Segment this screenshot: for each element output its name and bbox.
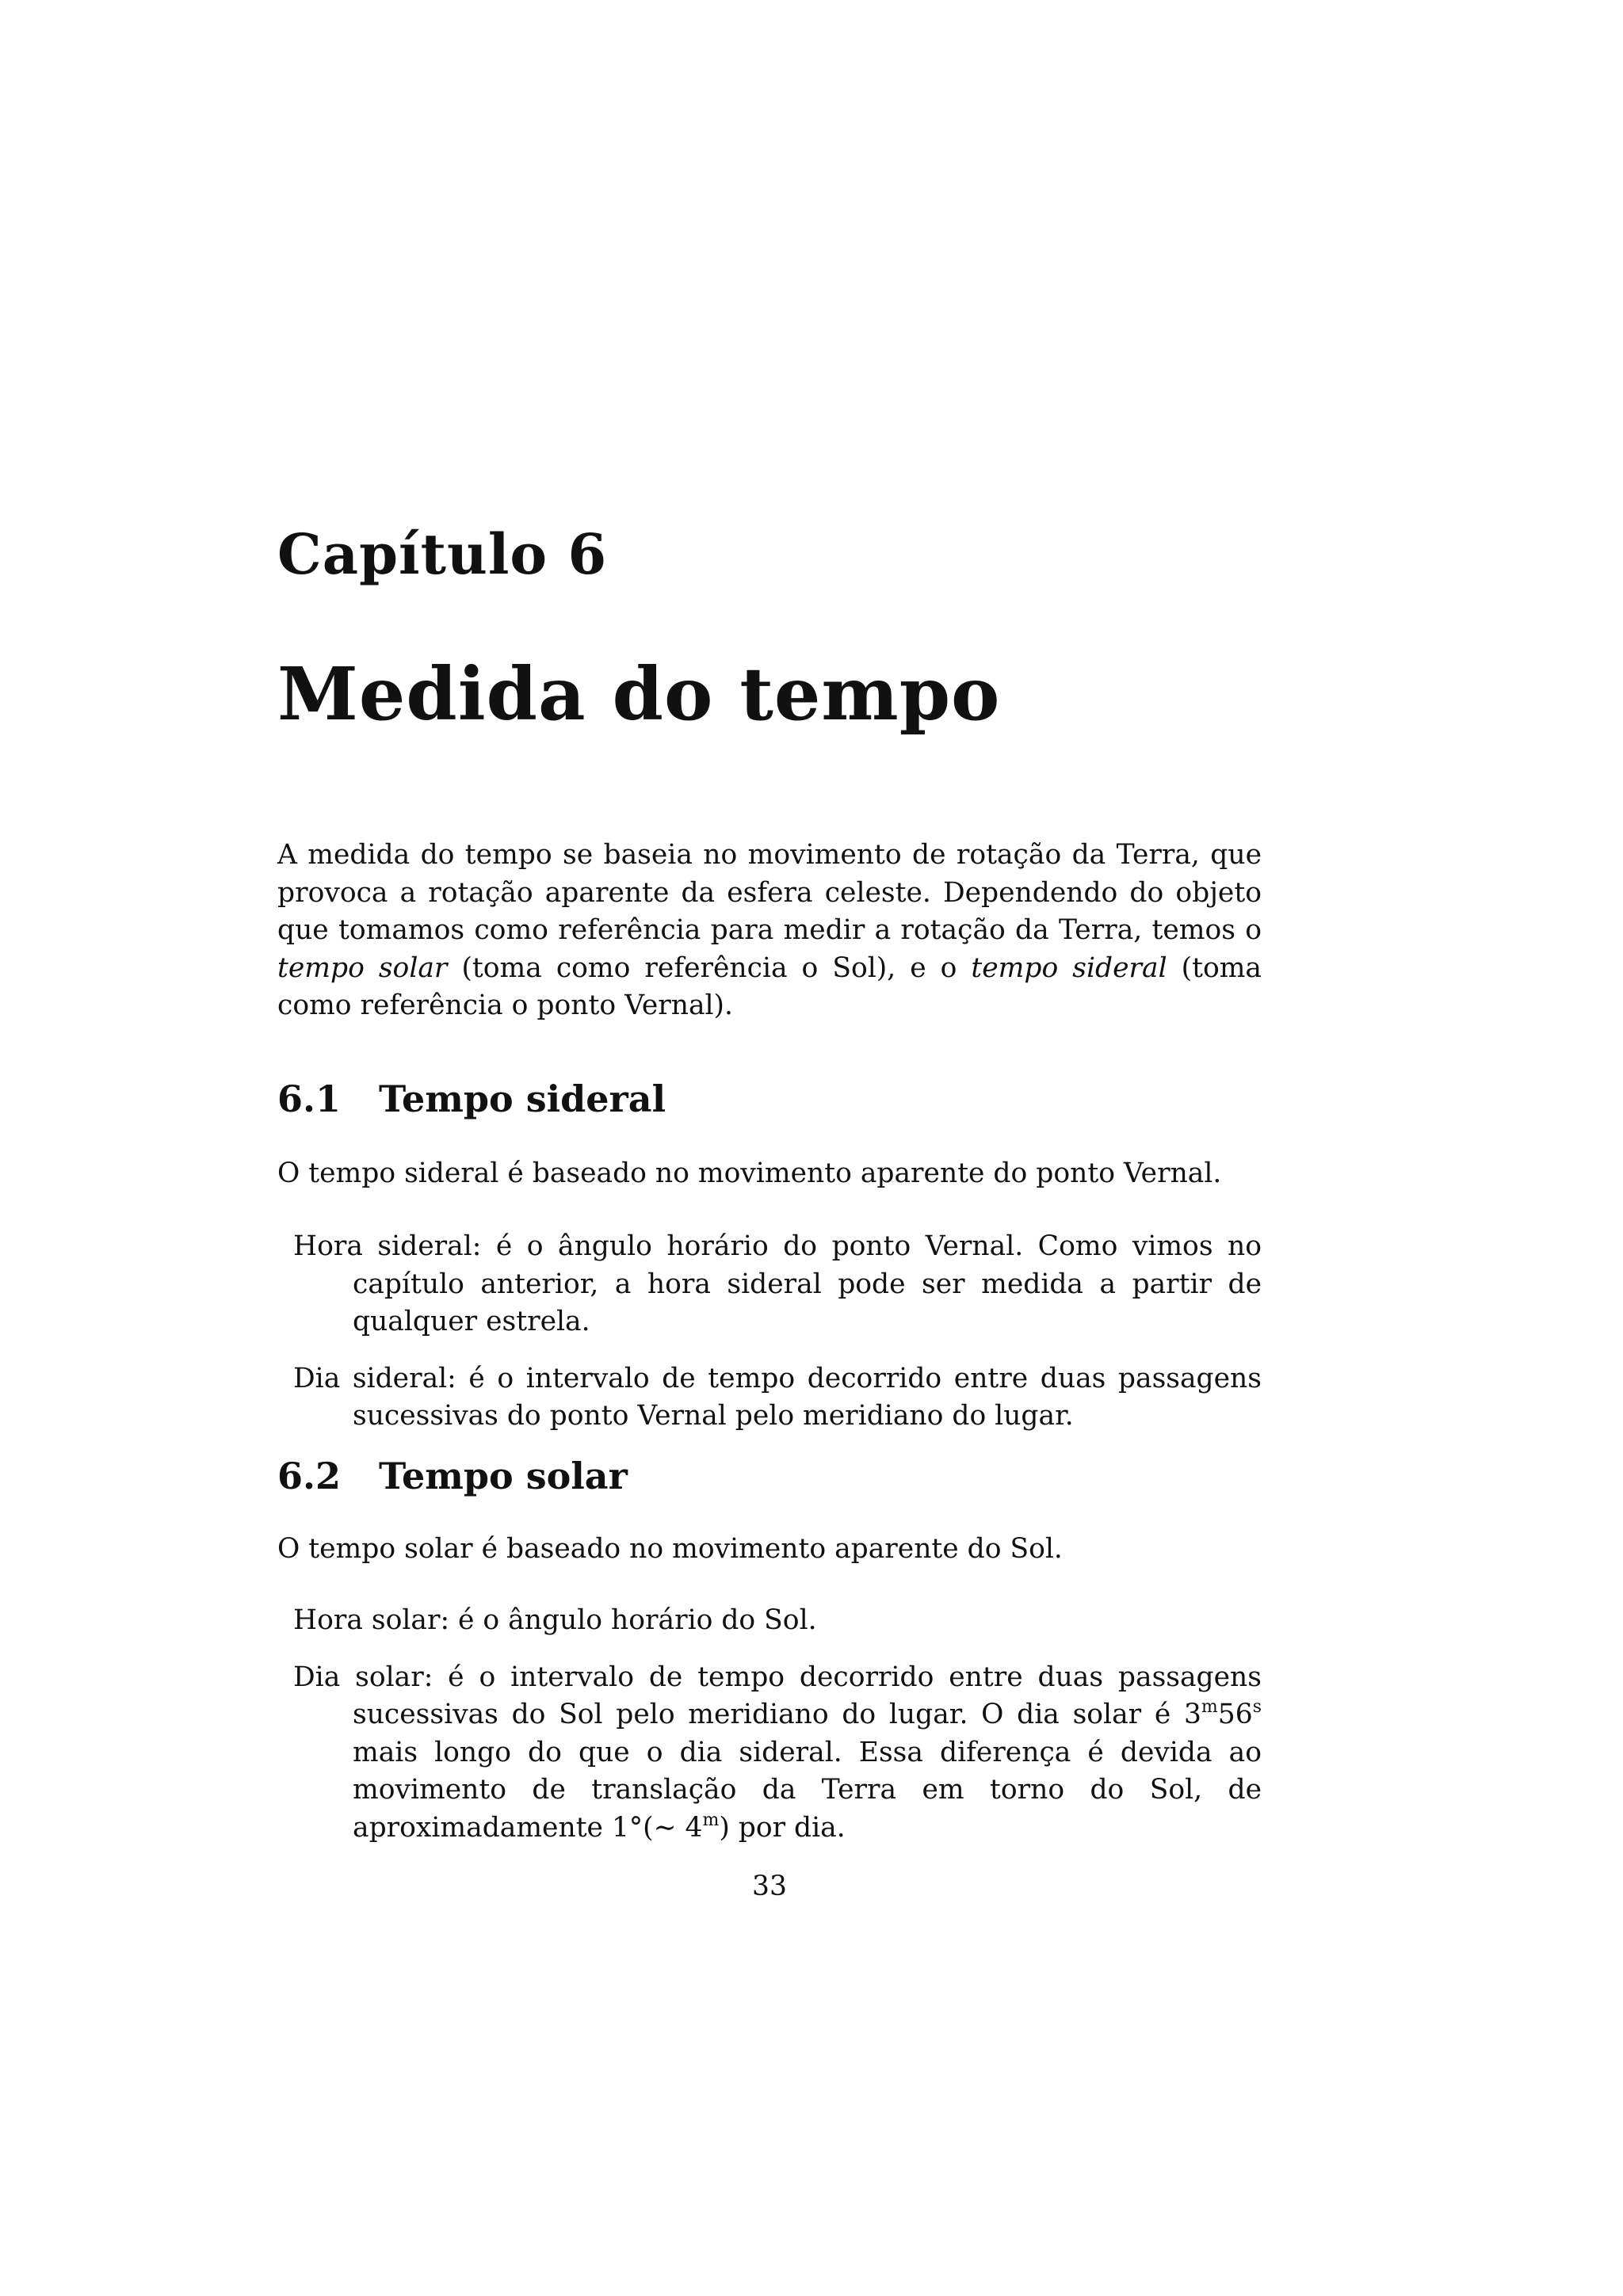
section-title: Tempo solar <box>379 1455 628 1497</box>
section-heading-tempo-sideral <box>277 1077 666 1120</box>
intro-emphasis-tempo-sideral: tempo sideral <box>971 952 1167 984</box>
page <box>277 0 1262 2296</box>
section-number: 6.1 <box>277 1077 342 1120</box>
intro-paragraph <box>277 837 1262 1025</box>
definition-term: Hora solar: <box>293 1604 450 1636</box>
page-number: 33 <box>752 1871 787 1902</box>
definition-text: é o intervalo de tempo decorrido entre duas passagens sucessivas do ponto Vernal pelo meridiano do lugar. <box>353 1362 1262 1432</box>
definition-text: ) por dia. <box>719 1811 846 1844</box>
definition-text: mais longo do que o dia sideral. Essa diferença é devida ao movimento de translação da Terra em torno do Sol, de aproximadamente 1°(∼ 4 <box>353 1736 1262 1844</box>
superscript-minutes: m <box>1201 1697 1218 1717</box>
definition-item-dia-solar <box>293 1659 1262 1848</box>
definition-item-hora-sideral <box>293 1228 1262 1341</box>
intro-text-3: (toma como referência o ponto Vernal). <box>277 952 1262 1021</box>
definition-term: Dia solar: <box>293 1661 433 1693</box>
definition-text: é o ângulo horário do ponto Vernal. Como vimos no capítulo anterior, a hora sideral pode ser medida a partir de qualquer estrela. <box>353 1230 1262 1337</box>
intro-emphasis-tempo-solar: tempo solar <box>277 952 448 984</box>
superscript-seconds: s <box>1252 1697 1262 1717</box>
chapter-title: Medida do tempo <box>277 651 1001 737</box>
section-intro-paragraph: O tempo solar é baseado no movimento aparente do Sol. <box>277 1533 1063 1565</box>
section-intro-paragraph: O tempo sideral é baseado no movimento aparente do ponto Vernal. <box>277 1158 1222 1189</box>
superscript-minutes: m <box>702 1810 720 1830</box>
intro-text-2: (toma como referência o Sol), e o <box>447 952 972 984</box>
intro-text-1: A medida do tempo se baseia no movimento de rotação da Terra, que provoca a rotação aparente da esfera celeste. Dependendo do objeto que tomamos como referência para medir a rotação da Terra, temos o <box>277 839 1262 946</box>
definition-text: 56 <box>1217 1699 1253 1730</box>
definition-item-hora-solar <box>293 1602 1262 1640</box>
section-title: Tempo sideral <box>379 1077 666 1120</box>
section-number: 6.2 <box>277 1455 342 1497</box>
section-heading-tempo-solar <box>277 1455 628 1497</box>
definition-list <box>293 1228 1262 1455</box>
chapter-label: Capítulo 6 <box>277 521 608 587</box>
definition-text: é o intervalo de tempo decorrido entre duas passagens sucessivas do Sol pelo meridiano do lugar. O dia solar é 3 <box>353 1661 1262 1730</box>
definition-term: Hora sideral: <box>293 1230 482 1262</box>
definition-list <box>293 1602 1262 1866</box>
definition-item-dia-sideral <box>293 1360 1262 1436</box>
definition-term: Dia sideral: <box>293 1362 456 1394</box>
definition-text: é o ângulo horário do Sol. <box>449 1604 817 1636</box>
